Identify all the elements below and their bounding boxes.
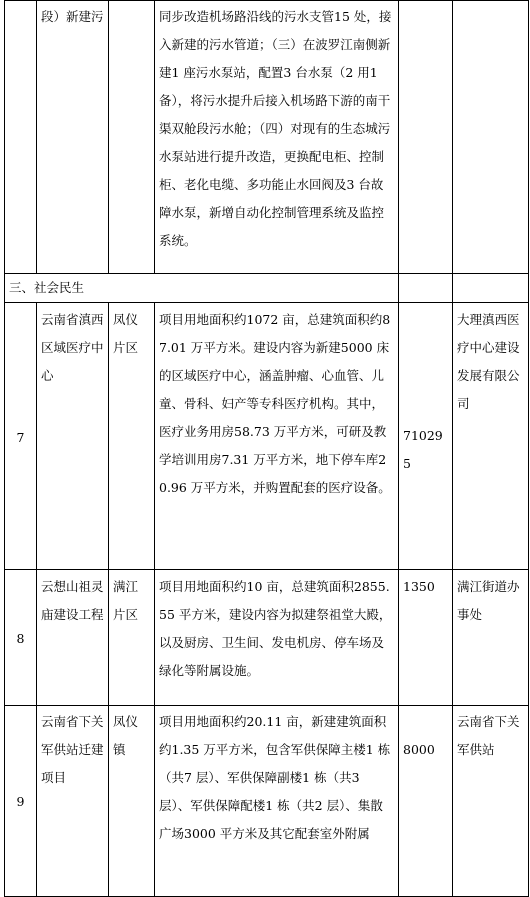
row-number: 8 bbox=[5, 570, 37, 706]
description-cell: 同步改造机场路沿线的污水支管15 处，接入新建的污水管道；（三）在波罗江南侧新建1 座污水泵站，配置3 台水泵（2 用1 备），将污水提升后接入机场路下游的南干渠双舱段污水舱；（四）对现有的生态城污水泵站进行提升改造，更换配电柜、控制柜、老化电缆、多功能止水回阀及3 台故障水泵，新增自动化控制管理系统及监控系统。 bbox=[155, 1, 399, 274]
row-number: 9 bbox=[5, 706, 37, 897]
table-row bbox=[5, 570, 529, 706]
owner-cell bbox=[453, 274, 529, 303]
location-cell bbox=[109, 1, 155, 274]
row-number-cell bbox=[5, 1, 37, 274]
owner: 大理滇西医疗中心建设发展有限公司 bbox=[453, 303, 529, 570]
row-number: 7 bbox=[5, 303, 37, 570]
description: 项目用地面积约1072 亩，总建筑面积约87.01 万平方米。建设内容为新建5000 床的区域医疗中心，涵盖肿瘤、心血管、儿童、骨科、妇产等专科医疗机构。其中，医疗业务用房58.73 万平方米，可研及教学培训用房7.31 万平方米，地下停车库20.96 万平方米，并购置配套的医疗设备。 bbox=[155, 303, 399, 570]
project-name-cell: 段）新建污 bbox=[37, 1, 109, 274]
table-row bbox=[5, 1, 529, 274]
investment: 1350 bbox=[399, 570, 453, 706]
location: 满江片区 bbox=[109, 570, 155, 706]
section-title: 三、社会民生 bbox=[5, 274, 399, 303]
location: 凤仪镇 bbox=[109, 706, 155, 897]
project-table bbox=[4, 0, 529, 897]
investment: 8000 bbox=[399, 706, 453, 897]
owner: 云南省下关军供站 bbox=[453, 706, 529, 897]
investment-cell bbox=[399, 274, 453, 303]
owner: 满江街道办事处 bbox=[453, 570, 529, 706]
investment: 710295 bbox=[399, 303, 453, 570]
description: 项目用地面积约20.11 亩，新建建筑面积约1.35 万平方米，包含军供保障主楼1 栋（共7 层）、军供保障副楼1 栋（共3 层）、军供保障配楼1 栋（共2 层）、集散广场3000 平方米及其它配套室外附属 bbox=[155, 706, 399, 897]
investment-cell bbox=[399, 1, 453, 274]
project-name: 云南省滇西区域医疗中心 bbox=[37, 303, 109, 570]
location: 凤仪片区 bbox=[109, 303, 155, 570]
description: 项目用地面积约10 亩，总建筑面积2855.55 平方米，建设内容为拟建祭祖堂大殿，以及厨房、卫生间、发电机房、停车场及绿化等附属设施。 bbox=[155, 570, 399, 706]
project-name: 云想山祖灵庙建设工程 bbox=[37, 570, 109, 706]
owner-cell bbox=[453, 1, 529, 274]
section-header-row bbox=[5, 274, 529, 303]
table-row bbox=[5, 303, 529, 570]
table-row bbox=[5, 706, 529, 897]
project-name: 云南省下关军供站迁建项目 bbox=[37, 706, 109, 897]
